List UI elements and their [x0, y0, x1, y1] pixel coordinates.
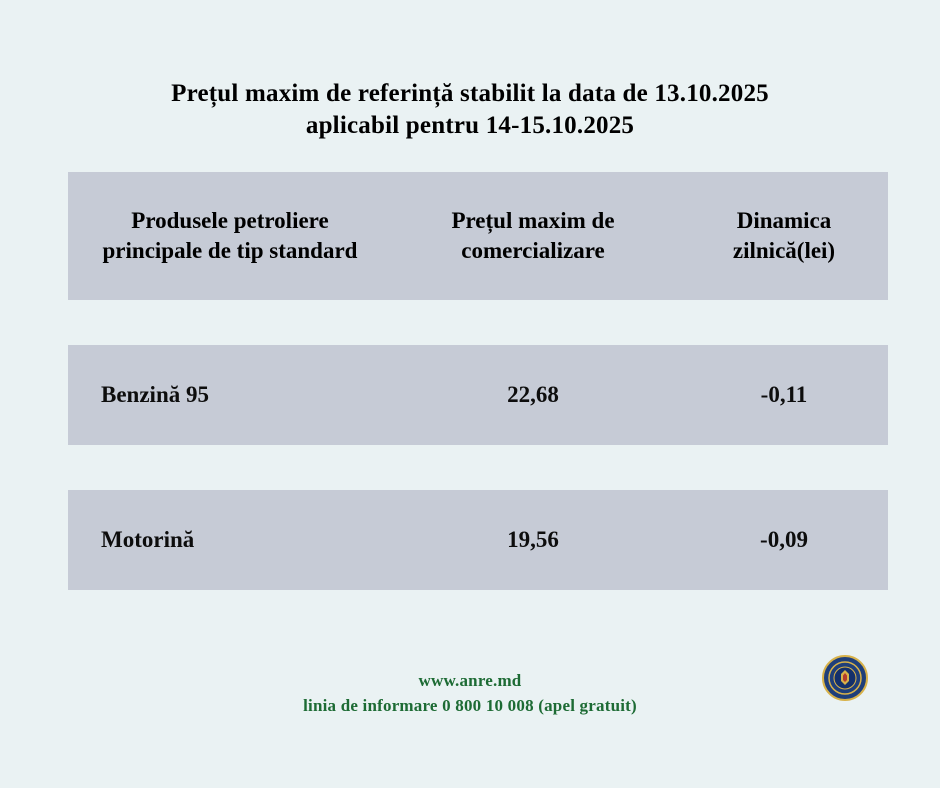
cell-product: Benzină 95 — [101, 382, 209, 407]
cell-product: Motorină — [101, 527, 195, 552]
cell-dynamics: -0,09 — [760, 527, 808, 552]
page-title — [0, 78, 940, 142]
cell-price: 19,56 — [507, 527, 559, 552]
footer-infoline: linia de informare 0 800 10 008 (apel gratuit) — [303, 696, 637, 715]
table-row — [68, 345, 888, 445]
cell-dynamics: -0,11 — [760, 382, 808, 407]
table-header-row — [68, 172, 888, 300]
row-gap-2 — [68, 445, 888, 490]
title-line-2: aplicabil pentru 14-15.10.2025 — [305, 112, 635, 139]
header-cell-price: Prețul maxim de comercializare — [451, 208, 615, 263]
title-line-1: Prețul maxim de referință stabilit la data de 13.10.2025 — [171, 80, 769, 107]
anre-emblem-icon — [822, 655, 868, 701]
header-cell-dynamics: Dinamica zilnică(lei) — [732, 208, 836, 263]
row-gap-1 — [68, 300, 888, 345]
table-row — [68, 490, 888, 590]
cell-price: 22,68 — [507, 382, 559, 407]
footer — [0, 668, 940, 718]
footer-website[interactable]: www.anre.md — [418, 671, 522, 690]
price-table — [68, 172, 888, 590]
header-cell-product: Produsele petroliere principale de tip standard — [102, 208, 358, 263]
